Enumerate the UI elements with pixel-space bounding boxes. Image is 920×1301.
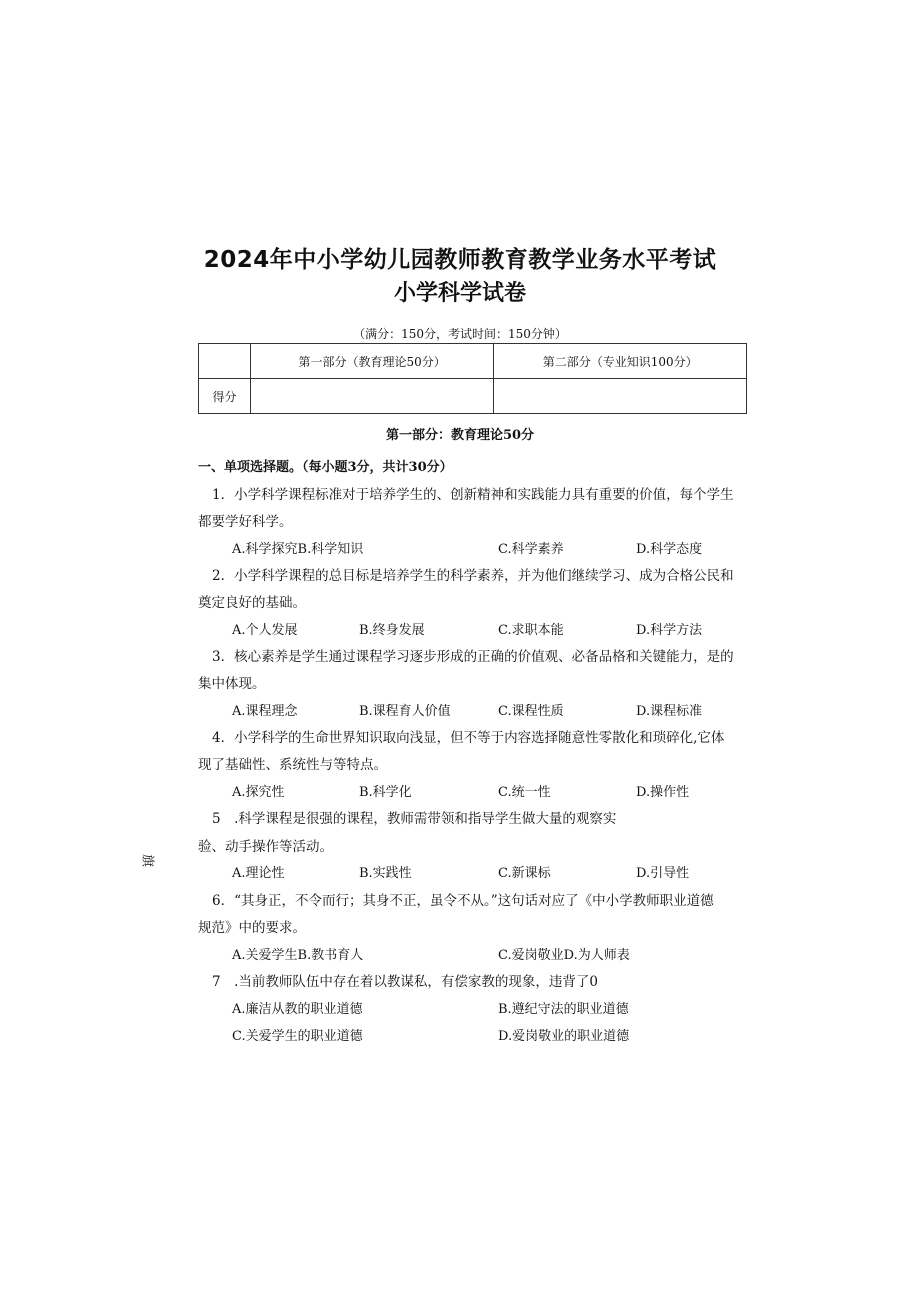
question-6-option-cd[interactable]: C.爱岗敬业D.为人师表 xyxy=(498,948,630,963)
section1-heading: 一、单项选择题。（每小题3分，共计30分） xyxy=(198,460,453,475)
question-3-option-c[interactable]: C.课程性质 xyxy=(498,704,564,719)
question-5-option-a[interactable]: A.理论性 xyxy=(232,866,285,881)
question-2-line2: 奠定良好的基础。 xyxy=(198,595,306,611)
part1-title: 第一部分：教育理论50分 xyxy=(385,428,535,443)
question-7-option-d[interactable]: D.爱岗敬业的职业道德 xyxy=(498,1029,630,1044)
binding-margin-mark: 旗 xyxy=(142,851,155,866)
question-3-line2: 集中体现。 xyxy=(198,676,266,692)
question-2-option-c[interactable]: C.求职本能 xyxy=(498,623,564,638)
score-table-corner xyxy=(199,344,251,379)
question-4-line2: 现了基础性、系统性与等特点。 xyxy=(198,757,387,773)
question-2-option-b[interactable]: B.终身发展 xyxy=(359,623,425,638)
question-2-line1: 2．小学科学课程的总目标是培养学生的科学素养，并为他们继续学习、成为合格公民和 xyxy=(212,568,734,584)
question-1-option-d[interactable]: D.科学态度 xyxy=(636,542,703,557)
question-1-option-c[interactable]: C.科学素养 xyxy=(498,542,564,557)
question-5-option-b[interactable]: B.实践性 xyxy=(359,866,412,881)
score-table xyxy=(198,343,747,414)
exam-subtitle: 小学科学试卷 xyxy=(393,281,526,306)
question-7-option-a[interactable]: A.廉洁从教的职业道德 xyxy=(232,1002,363,1017)
question-1-line1: 1．小学科学课程标准对于培养学生的、创新精神和实践能力具有重要的价值，每个学生 xyxy=(212,487,734,503)
question-2-option-a[interactable]: A.个人发展 xyxy=(232,623,298,638)
exam-title: 2024年中小学幼儿园教师教育教学业务水平考试 xyxy=(203,247,717,273)
question-5-line1: 5 .科学课程是很强的课程，教师需带领和指导学生做大量的观察实 xyxy=(212,811,617,827)
question-4-option-d[interactable]: D.操作性 xyxy=(636,785,690,800)
question-4-option-a[interactable]: A.探究性 xyxy=(232,785,285,800)
question-7-line1: 7 .当前教师队伍中存在着以教谋私，有偿家教的现象，违背了0 xyxy=(212,974,598,990)
score-cell-part1[interactable] xyxy=(250,379,494,414)
question-6-line2: 规范》中的要求。 xyxy=(198,920,306,936)
question-7-option-b[interactable]: B.遵纪守法的职业道德 xyxy=(498,1002,629,1017)
question-4-line1: 4．小学科学的生命世界知识取向浅显，但不等于内容选择随意性零散化和琐碎化,它体 xyxy=(212,730,725,746)
question-1-option-a[interactable]: A.科学探究B.科学知识 xyxy=(232,542,364,557)
question-3-line1: 3．核心素养是学生通过课程学习逐步形成的正确的价值观、必备品格和关键能力，是的 xyxy=(212,649,734,665)
question-3-option-b[interactable]: B.课程育人价值 xyxy=(359,704,451,719)
question-5-line2: 验、动手操作等活动。 xyxy=(198,839,333,855)
score-col-part2: 第二部分（专业知识100分） xyxy=(494,344,747,379)
question-3-option-a[interactable]: A.课程理念 xyxy=(232,704,298,719)
question-6-option-ab[interactable]: A.关爱学生B.教书育人 xyxy=(232,948,364,963)
question-4-option-c[interactable]: C.统一性 xyxy=(498,785,551,800)
score-col-part1: 第一部分（教育理论50分） xyxy=(250,344,494,379)
exam-meta: （满分：150分，考试时间：150分钟） xyxy=(353,327,567,341)
question-5-option-d[interactable]: D.引导性 xyxy=(636,866,690,881)
question-6-line1: 6．“其身正，不令而行；其身不正，虽令不从。”这句话对应了《中小学教师职业道德 xyxy=(212,893,714,909)
question-5-option-c[interactable]: C.新课标 xyxy=(498,866,551,881)
question-7-option-c[interactable]: C.关爱学生的职业道德 xyxy=(232,1029,363,1044)
score-cell-part2[interactable] xyxy=(494,379,747,414)
question-2-option-d[interactable]: D.科学方法 xyxy=(636,623,703,638)
question-1-line2: 都要学好科学。 xyxy=(198,514,293,530)
score-row-label: 得分 xyxy=(199,379,251,414)
question-4-option-b[interactable]: B.科学化 xyxy=(359,785,412,800)
question-3-option-d[interactable]: D.课程标准 xyxy=(636,704,703,719)
